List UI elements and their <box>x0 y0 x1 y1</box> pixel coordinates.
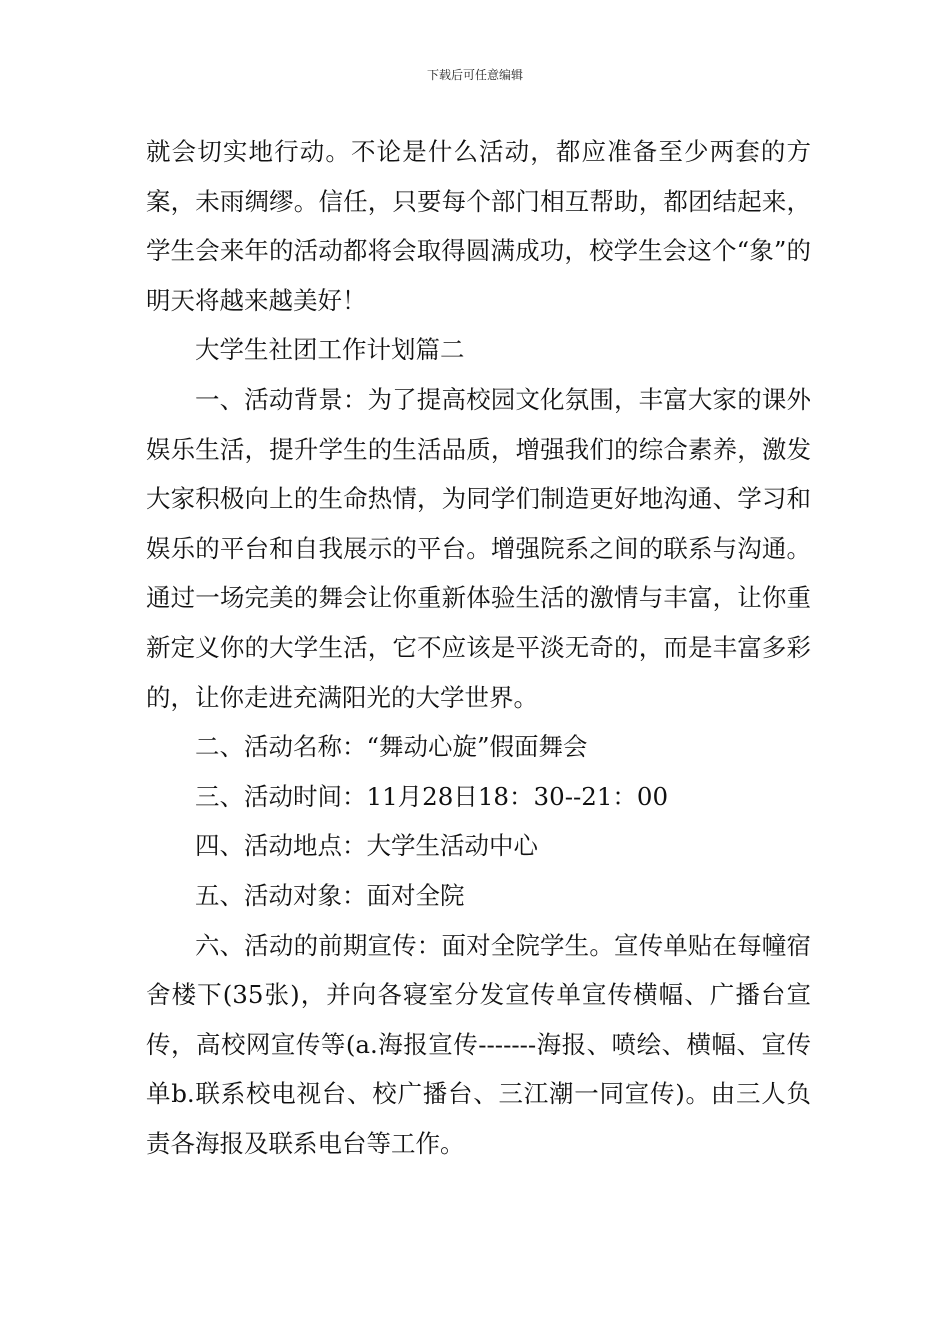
section-title: 大学生社团工作计划篇二 <box>195 335 465 365</box>
paragraph-continuation: 就会切实地行动。不论是什么活动，都应准备至少两套的方案，未雨绸缪。信任，只要每个部门相互帮助，都团结起来，学生会来年的活动都将会取得圆满成功，校学生会这个“象”的明天将越来越美好！ <box>146 137 811 315</box>
paragraph-activity-name: 二、活动名称：“舞动心旋”假面舞会 <box>195 732 588 762</box>
paragraph-publicity: 六、活动的前期宣传：面对全院学生。宣传单贴在每幢宿舍楼下(35张)，并向各寝室分发宣传单宣传横幅、广播台宣传，高校网宣传等(a.海报宣传-------海报、喷绘、横幅、宣传单b.联系校电视台、校广播台、三江潮一同宣传)。由三人负责各海报及联系电台等工作。 <box>146 930 811 1158</box>
paragraph-activity-audience: 五、活动对象：面对全院 <box>195 880 465 910</box>
paragraph-activity-location: 四、活动地点：大学生活动中心 <box>195 831 538 861</box>
document-body <box>146 127 811 1168</box>
paragraph-activity-time: 三、活动时间：11月28日18：30--21：00 <box>195 781 669 811</box>
paragraph-background: 一、活动背景：为了提高校园文化氛围，丰富大家的课外娱乐生活，提升学生的生活品质，增强我们的综合素养，激发大家积极向上的生命热情，为同学们制造更好地沟通、学习和娱乐的平台和自我展示的平台。增强院系之间的联系与沟通。通过一场完美的舞会让你重新体验生活的激情与丰富，让你重新定义你的大学生活，它不应该是平淡无奇的，而是丰富多彩的，让你走进充满阳光的大学世界。 <box>146 384 811 712</box>
page-header: 下载后可任意编辑 <box>426 68 523 82</box>
